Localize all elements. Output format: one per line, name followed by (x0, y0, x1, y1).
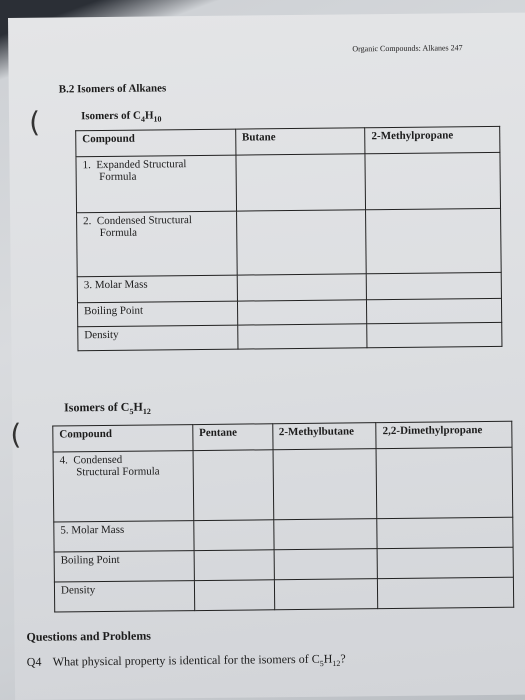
table2-cell[interactable] (376, 447, 512, 518)
table1-header-methylpropane: 2-Methylpropane (365, 126, 500, 153)
table1-header-butane: Butane (235, 128, 365, 155)
table2-row-label: 4. Condensed Structural Formula (53, 451, 193, 522)
table2-cell[interactable] (377, 547, 513, 578)
questions-heading: Questions and Problems (26, 628, 152, 644)
table2-row-label: Boiling Point (54, 551, 194, 582)
table2-caption: Isomers of $C_5H_{12}$ (64, 399, 151, 417)
table2-cell[interactable] (194, 580, 274, 611)
section-title: B.2 Isomers of Alkanes (58, 82, 167, 96)
table1-cell[interactable] (237, 324, 367, 349)
table1-cell[interactable] (236, 154, 366, 211)
table2-header-dimethylpropane: 2,2-Dimethylpropane (376, 421, 512, 448)
table1-header-compound: Compound (76, 129, 236, 157)
table2-row-label: Density (54, 581, 194, 612)
table1-row-label: Density (78, 325, 238, 351)
table2-cell[interactable] (194, 550, 274, 581)
table2-header-compound: Compound (53, 425, 193, 452)
table1-cell[interactable] (366, 272, 501, 299)
table2-cell[interactable] (193, 450, 273, 521)
running-head: Organic Compounds: Alkanes 247 (352, 43, 463, 54)
table1-row-label: 3. Molar Mass (77, 275, 237, 303)
table2-header-methylbutane: 2-Methylbutane (272, 423, 376, 450)
table2-cell[interactable] (194, 520, 274, 551)
pentane-isomers-table (52, 421, 514, 613)
table1-cell[interactable] (237, 300, 367, 325)
binder-hole-mark-icon: ( (28, 105, 41, 139)
table2-cell[interactable] (274, 579, 378, 610)
table1-cell[interactable] (236, 210, 366, 275)
binder-hole-mark-icon: ( (10, 417, 22, 451)
table1-cell[interactable] (367, 322, 502, 347)
table2-cell[interactable] (274, 549, 378, 580)
question-number: Q4 (26, 654, 42, 669)
table2-header-pentane: Pentane (193, 424, 273, 451)
table1-cell[interactable] (367, 298, 502, 323)
butane-isomers-table (75, 126, 502, 351)
table1-row-label: 2. Condensed Structural Formula (77, 211, 237, 277)
question-q4: Q4 What physical property is identical for the isomers of $C_5H_{12}$? (26, 651, 346, 669)
worksheet-page (8, 13, 525, 700)
table2-cell[interactable] (273, 519, 377, 550)
table2-cell[interactable] (377, 517, 513, 548)
table1-cell[interactable] (237, 274, 367, 301)
table2-cell[interactable] (378, 577, 514, 608)
table1-row-label: Boiling Point (77, 301, 237, 327)
table2-row-label: 5. Molar Mass (54, 521, 194, 552)
table1-cell[interactable] (366, 208, 501, 273)
table1-caption: Isomers of $C_4H_{10}$ (80, 109, 162, 124)
table1-row-label: 1. Expanded Structural Formula (76, 155, 236, 213)
table2-cell[interactable] (273, 449, 378, 520)
table1-cell[interactable] (365, 152, 500, 209)
